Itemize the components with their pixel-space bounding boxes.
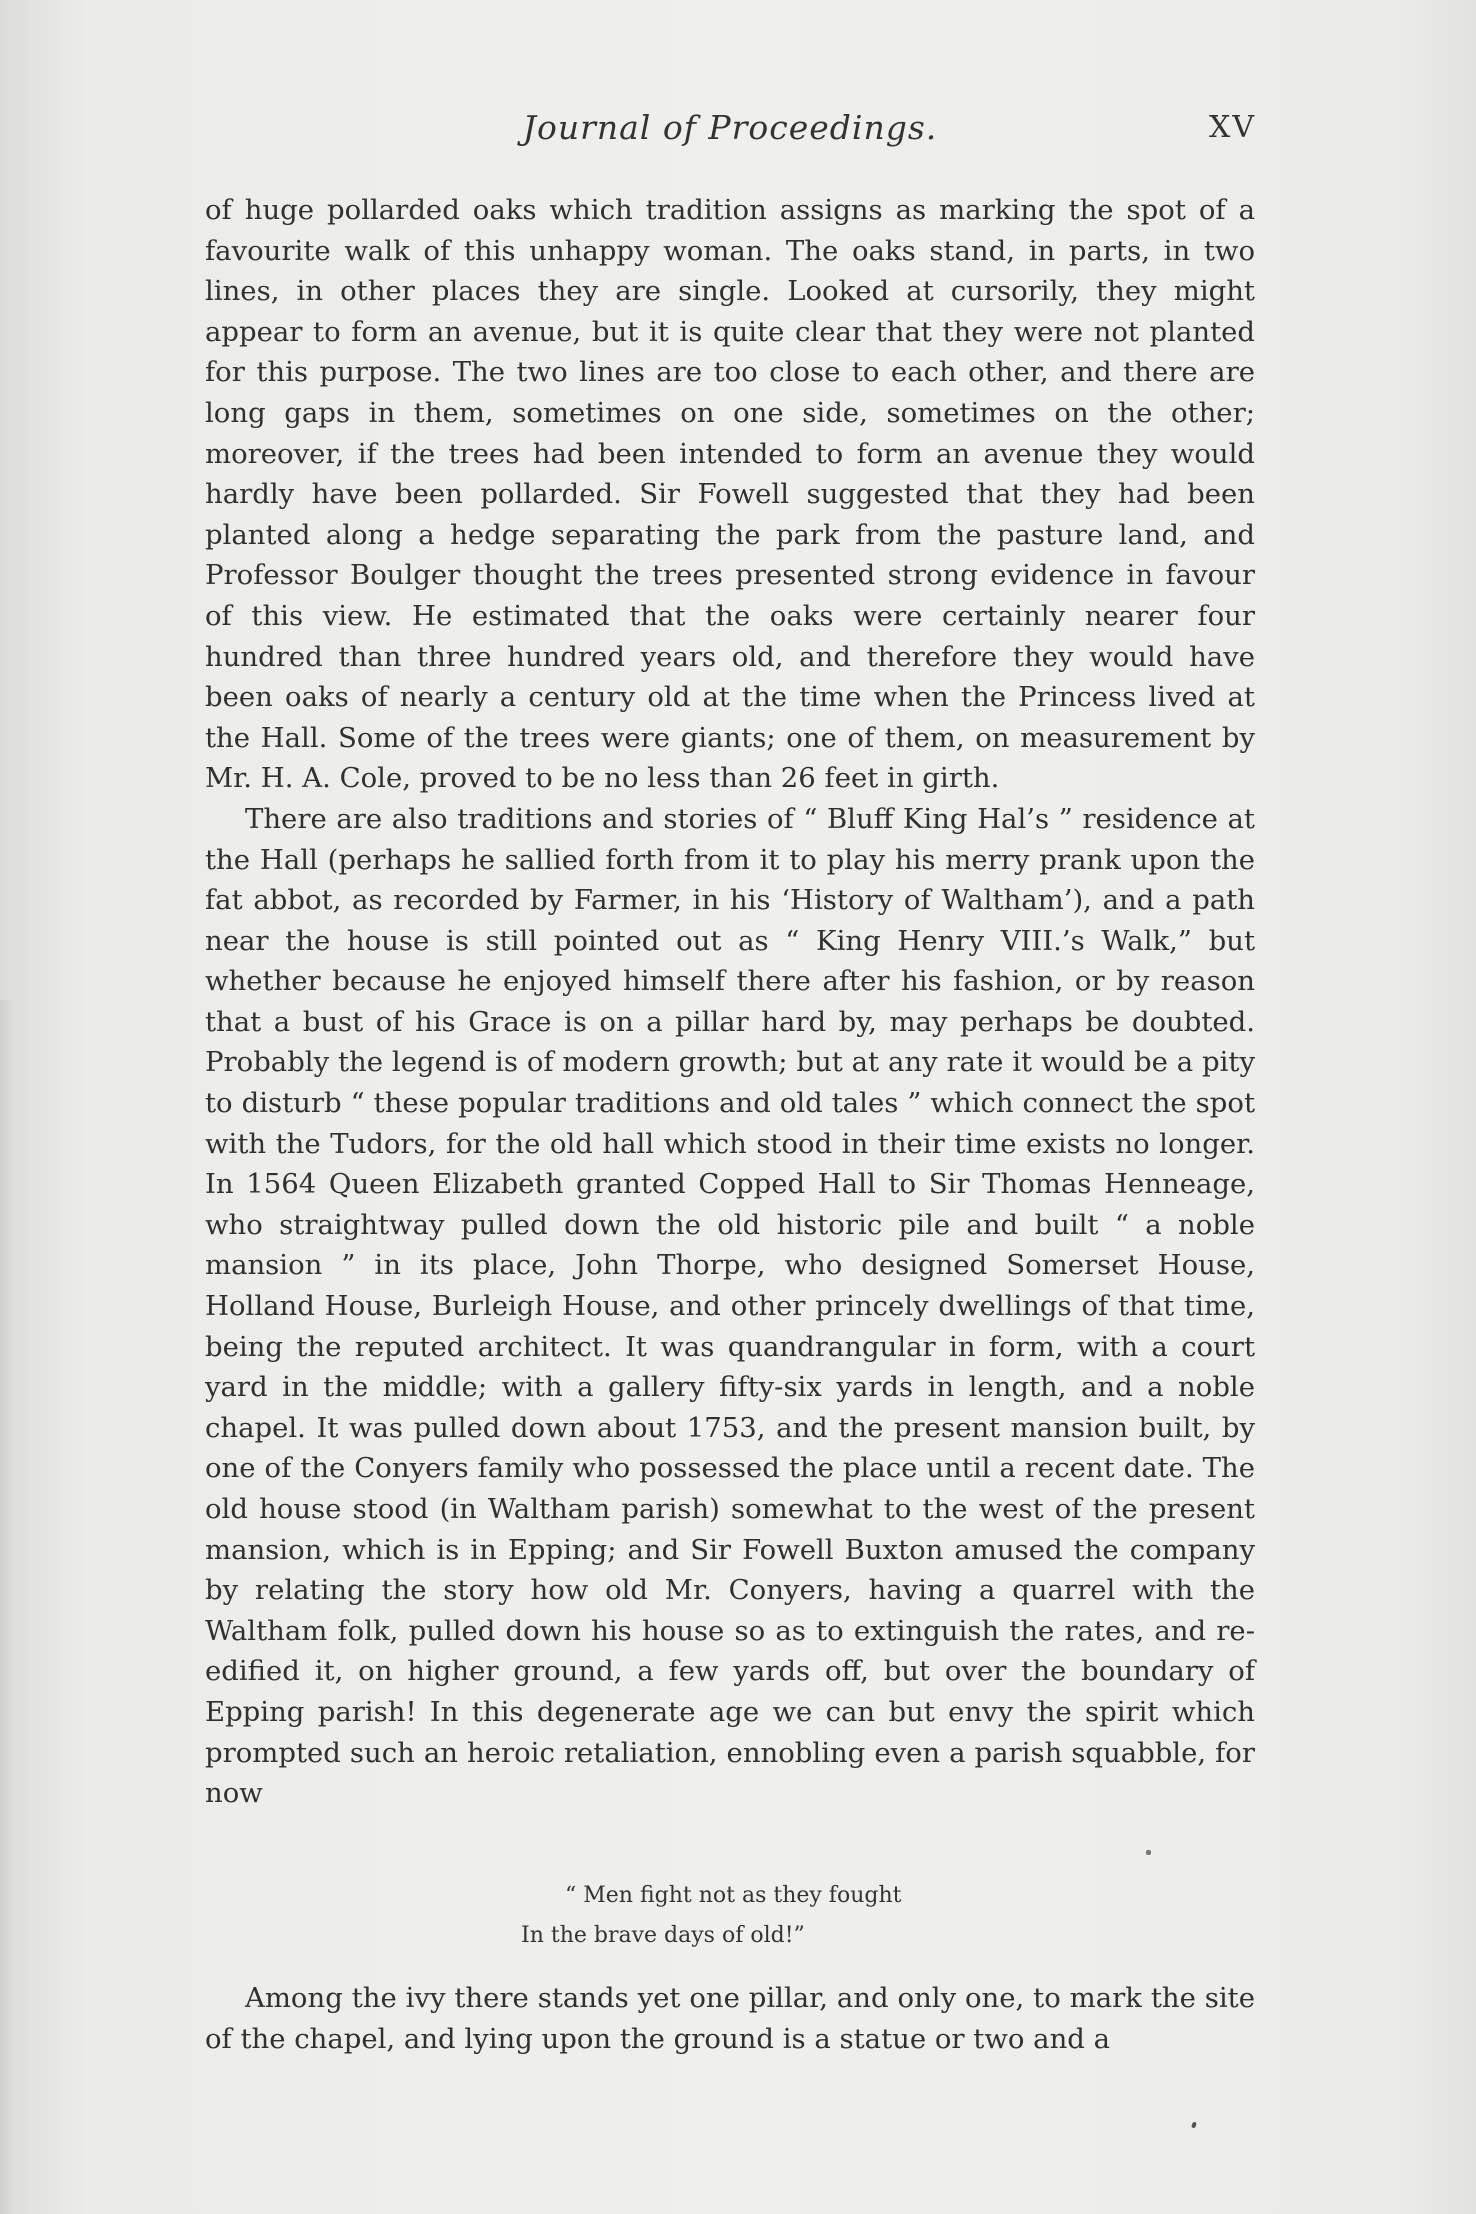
ink-speck [1146,1850,1151,1855]
page-header [200,108,1260,152]
closing-text [205,1978,1255,2059]
quote-line-1: “ Men fight not as they fought [565,1883,902,1908]
paragraph-3: Among the ivy there stands yet one pillar, and only one, to mark the site of the chapel, and lying upon the ground is a statue or two and a [205,1982,1255,2055]
verse-quote [205,1876,1255,1956]
paragraph-1: of huge pollarded oaks which tradition assigns as marking the spot of a favourite walk of this unhappy woman. The oaks stand, in parts, in two lines, in other places they are single. Looked at cursorily, they might appear to form an avenue, but it is quite clear that they were not planted for this purpose. The two lines are too close to each other, and there are long gaps in them, sometimes on one side, sometimes on the other; moreover, if the trees had been intended to form an avenue they would hardly have been pollarded. Sir Fowell suggested that they had been planted along a hedge separating the park from the pasture land, and Professor Boulger thought the trees presented strong evidence in favour of this view. He estimated that the oaks were certainly nearer four hundred than three hundred years old, and therefore they would have been oaks of nearly a century old at the time when the Princess lived at the Hall. Some of the trees were giants; one of them, on measurement by Mr. H. A. Cole, proved to be no less than 26 feet in girth. [205,194,1255,795]
running-head: Journal of Proceedings. [522,108,938,147]
page-edge-shadow [0,1000,14,2214]
paragraph-2: There are also traditions and stories of “ Bluff King Hal’s ” residence at the Hall (perhaps he sallied forth from it to play his merry prank upon the fat abbot, as recorded by Farmer, in his ‘History of Waltham’), and a path near the house is still pointed out as “ King Henry VIII.’s Walk,” but whether because he enjoyed himself there after his fashion, or by reason that a bust of his Grace is on a pillar hard by, may perhaps be doubted. Probably the legend is of modern growth; but at any rate it would be a pity to disturb “ these popular traditions and old tales ” which connect the spot with the Tudors, for the old hall which stood in their time exists no longer. In 1564 Queen Elizabeth granted Copped Hall to Sir Thomas Henneage, who straightway pulled down the old historic pile and built “ a noble mansion ” in its place, John Thorpe, who designed Somerset House, Holland House, Burleigh House, and other princely dwellings of that time, being the reputed architect. It was quandrangular in form, with a court yard in the middle; with a gallery fifty-six yards in length, and a noble chapel. It was pulled down about 1753, and the present mansion built, by one of the Conyers family who possessed the place until a recent date. The old house stood (in Waltham parish) somewhat to the west of the present mansion, which is in Epping; and Sir Fowell Buxton amused the company by relating the story how old Mr. Conyers, having a quarrel with the Waltham folk, pulled down his house so as to extinguish the rates, and re-edified it, on higher ground, a few yards off, but over the boundary of Epping parish! In this degenerate age we can but envy the spirit which prompted such an heroic retaliation, ennobling even a parish squabble, for now [205,802,1255,1810]
quote-line-2: In the brave days of old!” [521,1923,805,1948]
main-text [205,190,1255,1814]
page-number: XV [1208,110,1256,145]
